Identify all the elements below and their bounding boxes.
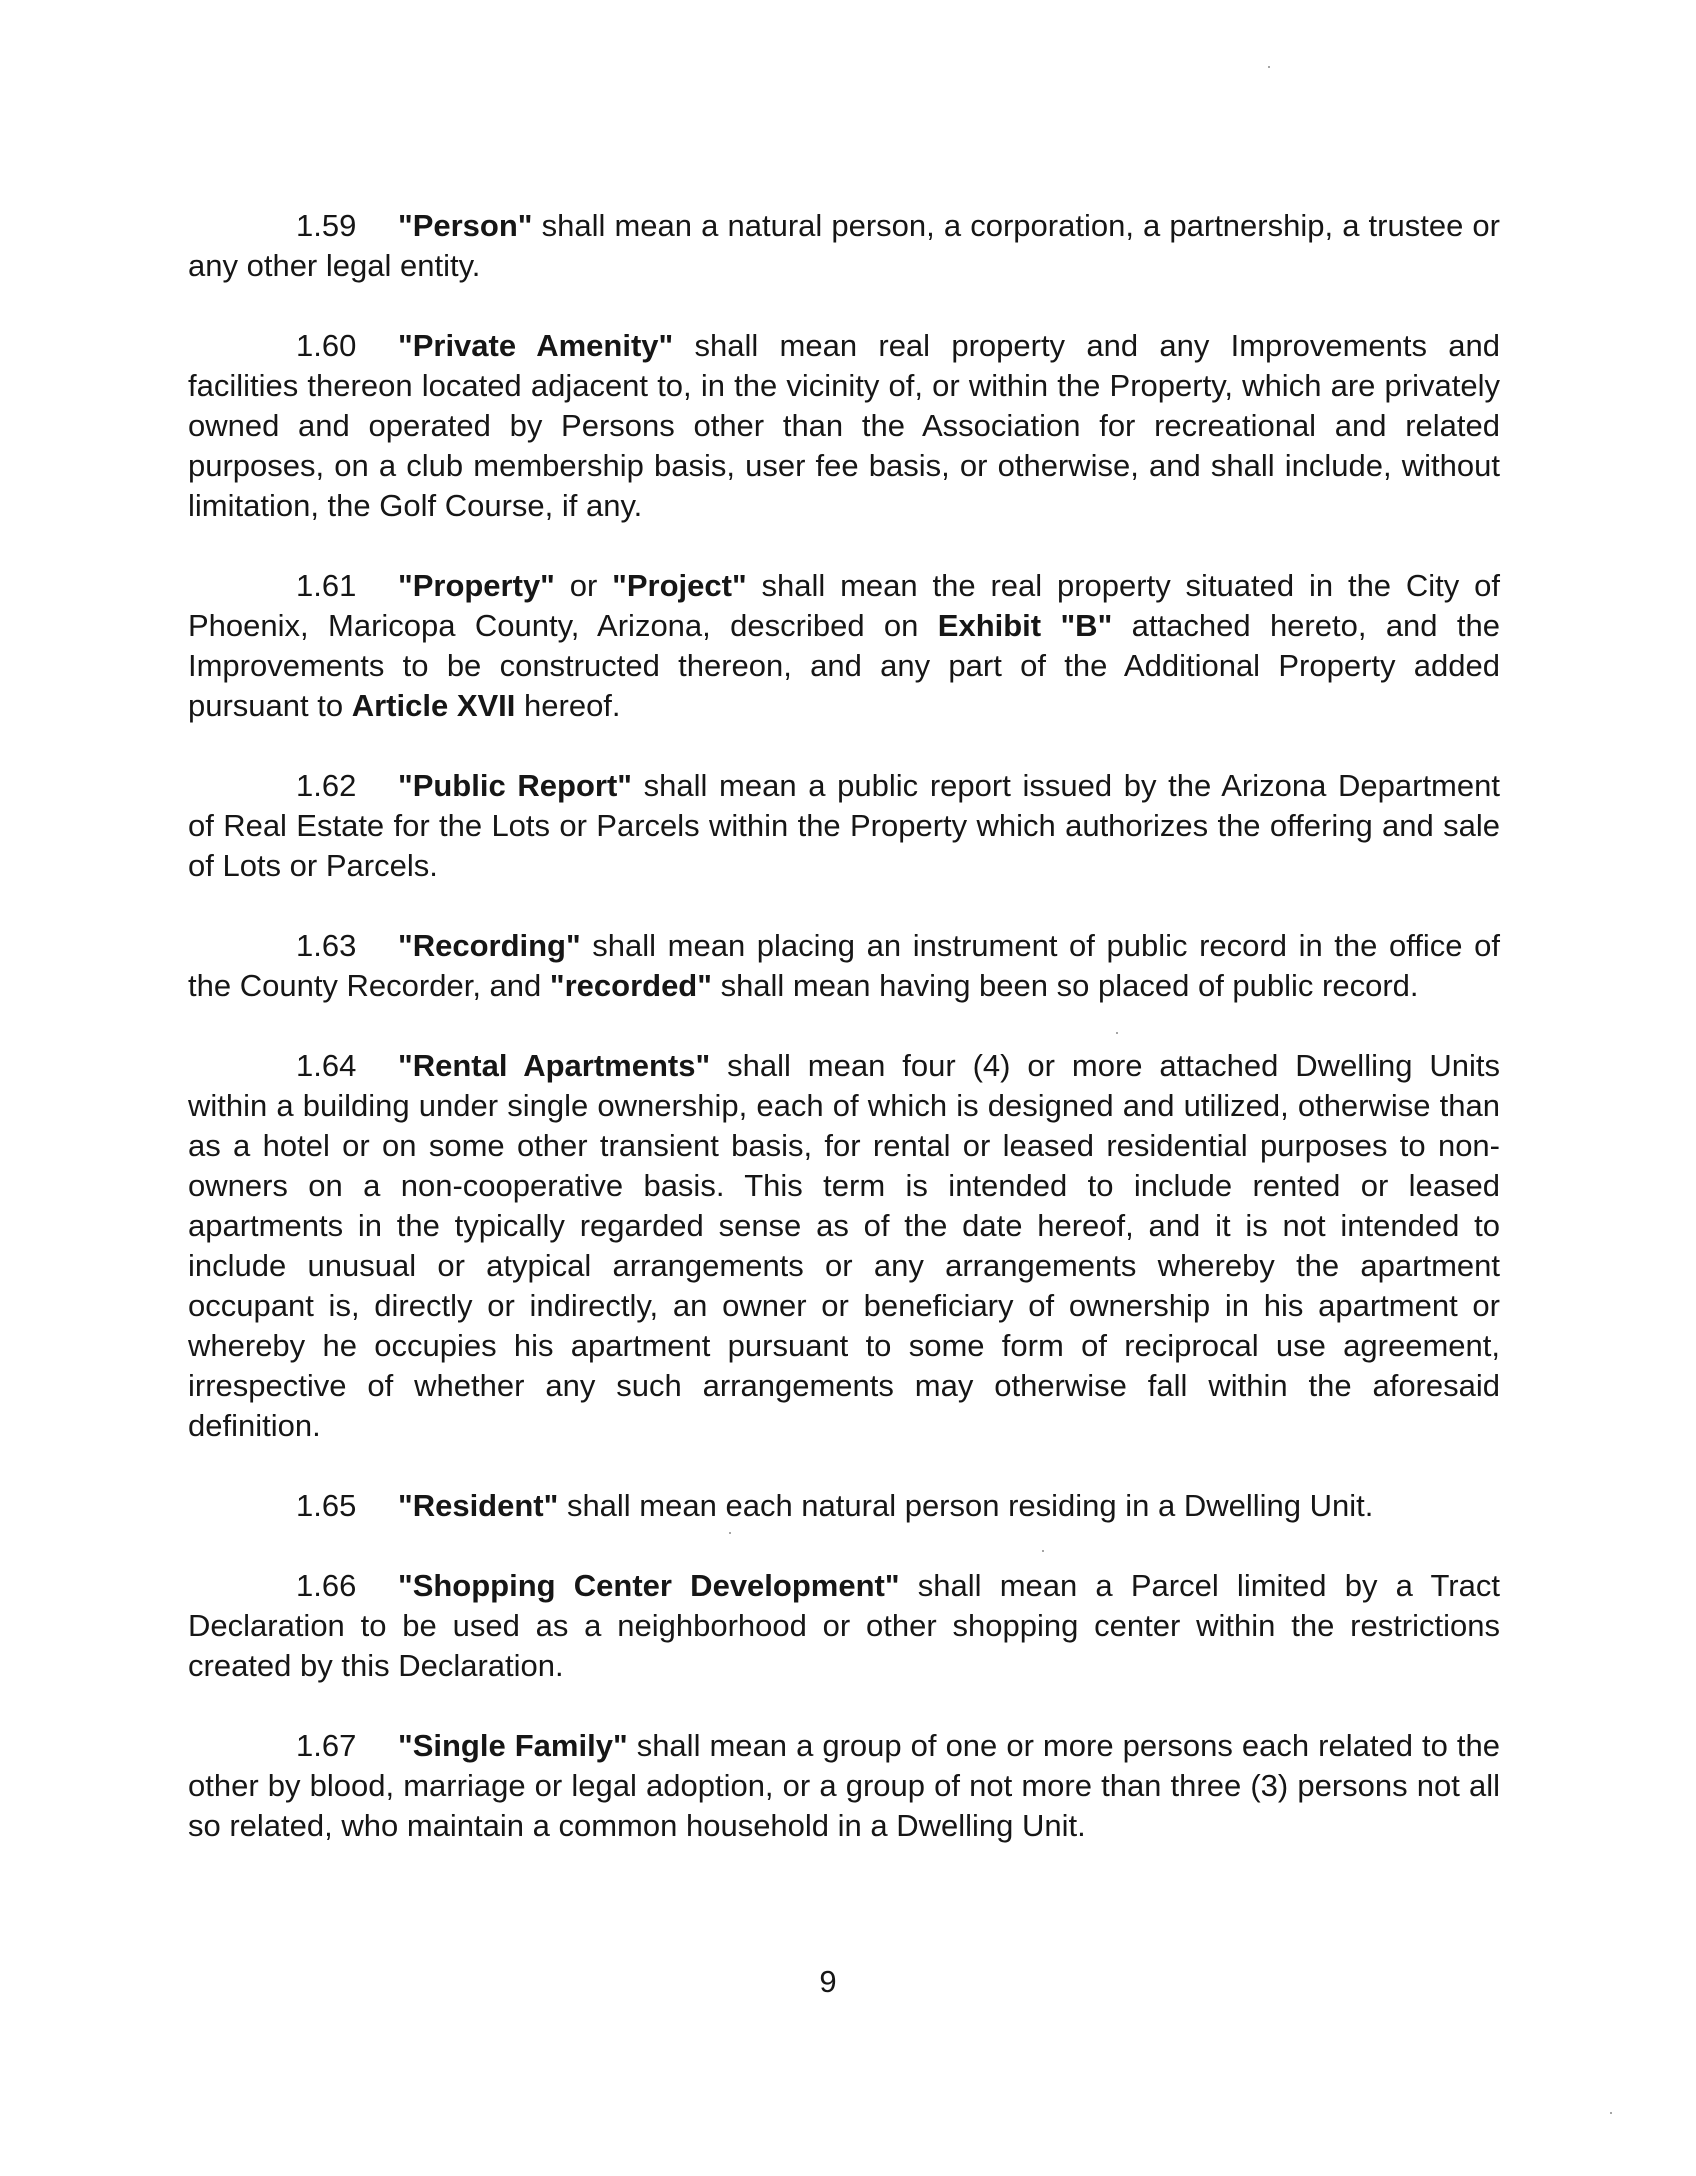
- defined-term-alt: "Project": [612, 568, 747, 603]
- scan-speck: [1610, 2112, 1612, 2114]
- section-number: 1.63: [296, 928, 357, 963]
- definition-text: shall mean the real property situated in the City of Phoenix, Maricopa County, Arizona, described on: [188, 568, 1500, 643]
- article-reference: Article XVII: [351, 688, 516, 723]
- defined-term: "Public Report": [398, 768, 632, 803]
- defined-term-alt: "recorded": [549, 968, 712, 1003]
- section-number: 1.61: [296, 568, 357, 603]
- scan-speck: [1116, 1032, 1118, 1034]
- scan-speck: [1268, 66, 1270, 68]
- definition-text: shall mean real property and any Improvements and facilities thereon located adjacent to, in the vicinity of, or within the Property, which are privately owned and operated by Persons other than the Association for recreational and related purposes, on a club membership basis, user fee basis, or otherwise, and shall include, without limitation, the Golf Course, if any.: [188, 328, 1500, 523]
- definition-text: shall mean a group of one or more persons each related to the other by blood, marriage or legal adoption, or a group of not more than three (3) persons not all so related, who maintain a common household in a Dwelling Unit.: [188, 1728, 1500, 1843]
- scan-speck: [1042, 1550, 1044, 1552]
- section-1-67: [188, 1726, 1500, 1846]
- definition-text: shall mean having been so placed of public record.: [711, 968, 1419, 1003]
- defined-term: "Property": [398, 568, 555, 603]
- section-1-64: [188, 1046, 1500, 1446]
- section-1-65: [188, 1486, 1500, 1526]
- section-number: 1.66: [296, 1568, 357, 1603]
- scan-speck: [729, 1532, 731, 1534]
- section-1-59: [188, 206, 1500, 286]
- definition-text: or: [554, 568, 613, 603]
- page-number: 9: [819, 1964, 837, 1999]
- section-1-66: [188, 1566, 1500, 1686]
- section-1-62: [188, 766, 1500, 886]
- definition-text: shall mean a Parcel limited by a Tract Declaration to be used as a neighborhood or other shopping center within the restrictions created by this Declaration.: [188, 1568, 1500, 1683]
- defined-term: "Resident": [398, 1488, 559, 1523]
- definition-text: attached hereto, and the Improvements to be constructed thereon, and any part of the Additional Property added pursuant to: [188, 608, 1501, 723]
- section-number: 1.59: [296, 208, 357, 243]
- section-number: 1.65: [296, 1488, 357, 1523]
- exhibit-reference: Exhibit "B": [937, 608, 1113, 643]
- defined-term: "Single Family": [398, 1728, 628, 1763]
- defined-term: "Private Amenity": [398, 328, 674, 363]
- section-1-60: [188, 326, 1500, 526]
- defined-term: "Recording": [398, 928, 581, 963]
- section-1-61: [188, 566, 1500, 726]
- definition-text: shall mean a public report issued by the Arizona Department of Real Estate for the Lots or Parcels within the Property which authorizes the offering and sale of Lots or Parcels.: [188, 768, 1500, 883]
- definition-text: shall mean a natural person, a corporation, a partnership, a trustee or any other legal entity.: [188, 208, 1500, 283]
- definition-text: shall mean placing an instrument of public record in the office of the County Recorder, and: [188, 928, 1500, 1003]
- definition-text: shall mean each natural person residing in a Dwelling Unit.: [558, 1488, 1374, 1523]
- section-number: 1.62: [296, 768, 357, 803]
- section-number: 1.64: [296, 1048, 357, 1083]
- section-number: 1.67: [296, 1728, 357, 1763]
- section-1-63: [188, 926, 1500, 1006]
- defined-term: "Person": [398, 208, 533, 243]
- defined-term: "Rental Apartments": [398, 1048, 711, 1083]
- defined-term: "Shopping Center Development": [398, 1568, 900, 1603]
- definition-text: shall mean four (4) or more attached Dwelling Units within a building under single ownership, each of which is designed and utilized, otherwise than as a hotel or on some other transient basis, for rental or leased residential purposes to non-owners on a non-cooperative basis. This term is intended to include rented or leased apartments in the typically regarded sense as of the date hereof, and it is not intended to include unusual or atypical arrangements or any arrangements whereby the apartment occupant is, directly or indirectly, an owner or beneficiary of ownership in his apartment or whereby he occupies his apartment pursuant to some form of reciprocal use agreement, irrespective of whether any such arrangements may otherwise fall within the aforesaid definition.: [188, 1048, 1500, 1443]
- definition-text: hereof.: [515, 688, 621, 723]
- section-number: 1.60: [296, 328, 357, 363]
